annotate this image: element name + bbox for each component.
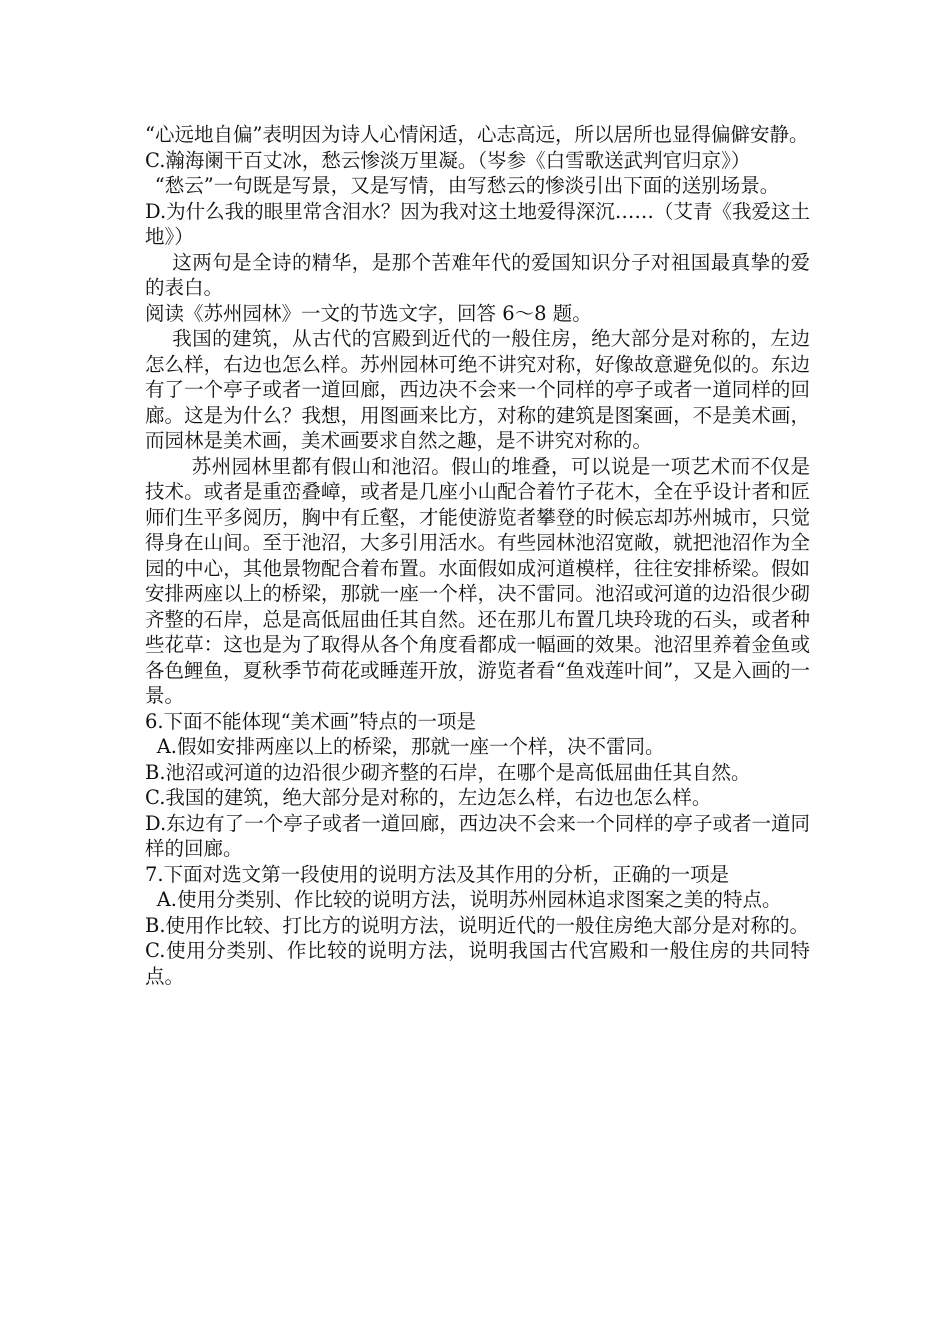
question-7-option-a: A.使用分类别、作比较的说明方法，说明苏州园林追求图案之美的特点。	[156, 888, 782, 911]
question-7-option-b: B.使用作比较、打比方的说明方法，说明近代的一般住房绝大部分是对称的。	[145, 913, 810, 937]
paragraph-poem-c-analysis: “愁云”一句既是写景，又是写情，由写愁云的惨淡引出下面的送别场景。	[154, 174, 780, 197]
paragraph-poem-d-analysis: 这两句是全诗的精华，是那个苦难年代的爱国知识分子对祖国最真挚的爱的表白。	[145, 250, 810, 299]
question-7-stem: 7.下面对选文第一段使用的说明方法及其作用的分析，正确的一项是	[145, 862, 730, 886]
question-6-stem: 6.下面不能体现“美术画”特点的一项是	[145, 709, 477, 733]
reading-instruction: 阅读《苏州园林》一文的节选文字，回答 6～8 题。	[145, 301, 592, 325]
passage-paragraph-2: 苏州园林里都有假山和池沼。假山的堆叠，可以说是一项艺术而不仅是技术。或者是重峦叠嶂，或者是几座小山配合着竹子花木，全在乎设计者和匠师们生平多阅历，胸中有丘壑，才能使游览者攀登的时候忘却苏州城市，只觉得身在山间。至于池沼，大多引用活水。有些园林池沼宽敞，就把池沼作为全园的中心，其他景物配合着布置。水面假如成河道模样，往往安排桥梁。假如安排两座以上的桥梁，那就一座一个样，决不雷同。池沼或河道的边沿很少砌齐整的石岸，总是高低屈曲任其自然。还在那儿布置几块玲珑的石头，或者种些花草：这也是为了取得从各个角度看都成一幅画的效果。池沼里养着金鱼或各色鲤鱼，夏秋季节荷花或睡莲开放，游览者看“鱼戏莲叶间”，又是入画的一景。	[145, 454, 810, 707]
question-6-option-a: A.假如安排两座以上的桥梁，那就一座一个样，决不雷同。	[156, 735, 665, 758]
option-poem-c: C.瀚海阑干百丈冰，愁云惨淡万里凝。（岑参《白雪歌送武判官归京》）	[145, 148, 751, 172]
question-6-option-c: C.我国的建筑，绝大部分是对称的，左边怎么样，右边也怎么样。	[145, 786, 712, 809]
question-6-option-b: B.池沼或河道的边沿很少砌齐整的石岸，在哪个是高低屈曲任其自然。	[145, 760, 751, 784]
paragraph-poem-b-analysis: “心远地自偏”表明因为诗人心情闲适，心志高远，所以居所也显得偏僻安静。	[145, 123, 809, 146]
option-poem-d: D.为什么我的眼里常含泪水？因为我对这土地爱得深沉……（艾青《我爱这土地》）	[145, 199, 810, 248]
question-6-option-d: D.东边有了一个亭子或者一道回廊，西边决不会来一个同样的亭子或者一道同样的回廊。	[145, 811, 810, 860]
question-7-option-c: C.使用分类别、作比较的说明方法，说明我国古代宫殿和一般住房的共同特点。	[145, 939, 810, 988]
passage-paragraph-1: 我国的建筑，从古代的宫殿到近代的一般住房，绝大部分是对称的，左边怎么样，右边也怎么样。苏州园林可绝不讲究对称，好像故意避免似的。东边有了一个亭子或者一道回廊，西边决不会来一个同样的亭子或者一道同样的回廊。这是为什么？我想，用图画来比方，对称的建筑是图案画，不是美术画，而园林是美术画，美术画要求自然之趣，是不讲究对称的。	[145, 327, 810, 452]
